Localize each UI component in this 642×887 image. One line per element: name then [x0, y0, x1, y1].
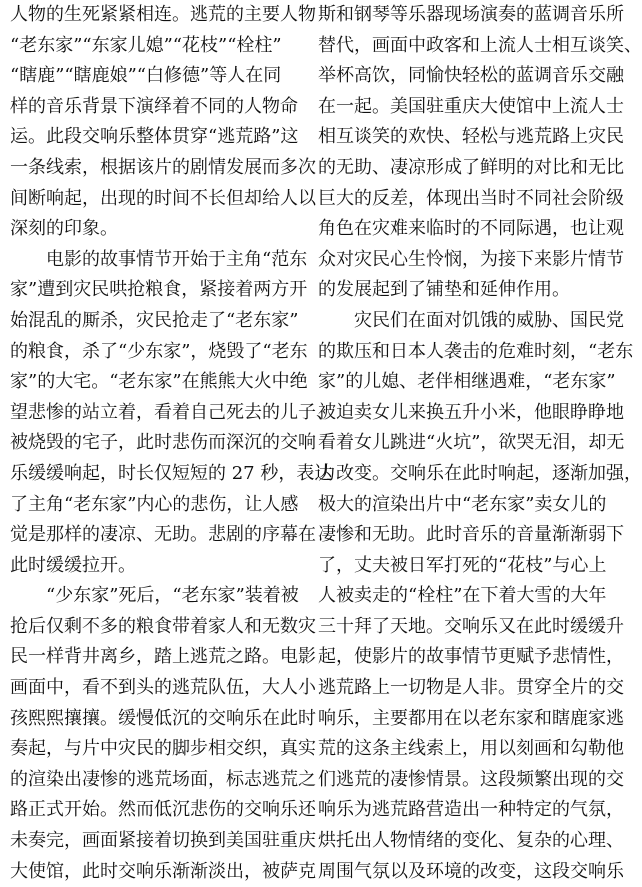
text-line: 被迫卖女儿来换五升小米，他眼睁睁地 — [318, 401, 624, 423]
text-line: 了主角“老东家”内心的悲伤，让人感 — [10, 493, 299, 515]
text-line: 相互谈笑的欢快、轻松与逃荒路上灾民 — [318, 126, 624, 148]
text-line: 众对灾民心生怜悯，为接下来影片情节 — [318, 248, 624, 270]
text-line: 三十拜了天地。交响乐又在此时缓缓升 — [318, 615, 624, 637]
text-line: 力改变。交响乐在此时响起，逐渐加强， — [318, 462, 642, 484]
paragraph-start-line: “少东家”死后，“老东家”装着被 — [46, 585, 299, 607]
text-line: 看着女儿跳进“火坑”，欲哭无泪，却无 — [318, 432, 625, 454]
paragraph-start-line: 灾民们在面对饥饿的威胁、国民党 — [354, 309, 624, 331]
text-line: 觉是那样的凄凉、无助。悲剧的序幕在 — [10, 524, 316, 546]
text-line: 逃荒路上一切物是人非。贯穿全片的交 — [318, 677, 624, 699]
text-line: 的发展起到了铺垫和延伸作用。 — [318, 279, 570, 301]
text-line: 画面中，看不到头的逃荒队伍，大人小 — [10, 677, 316, 699]
text-line: 举杯高饮，同愉快轻松的蓝调音乐交融 — [318, 65, 624, 87]
text-line: 被烧毁的宅子，此时悲伤而深沉的交响 — [10, 432, 316, 454]
text-line: 一条线索，根据该片的剧情发展而多次 — [10, 156, 316, 178]
paragraph-start-line: 电影的故事情节开始于主角“范东 — [46, 248, 308, 270]
text-line: 的粮食，杀了“少东家”，烧毁了“老东 — [10, 340, 308, 362]
text-line: 样的音乐背景下演绎着不同的人物命 — [10, 95, 298, 117]
text-line: 极大的渲染出片中“老东家”卖女儿的 — [318, 493, 607, 515]
text-line: 了，丈夫被日军打死的“花枝”与心上 — [318, 554, 607, 576]
text-line: 运。此段交响乐整体贯穿“逃荒路”这 — [10, 126, 299, 148]
text-line: 周围气氛以及环境的改变，这段交响乐 — [318, 860, 624, 882]
text-line: 响乐，主要都用在以老东家和瞎鹿家逃 — [318, 707, 624, 729]
text-line: 荒的这条主线索上，用以刻画和勾勒他 — [318, 738, 624, 760]
text-line: 大使馆，此时交响乐渐渐淡出，被萨克 — [10, 860, 316, 882]
text-line: 奏起，与片中灾民的脚步相交织，真实 — [10, 738, 316, 760]
text-line: 的欺压和日本人袭击的危难时刻，“老东 — [318, 340, 634, 362]
text-line: 路正式开始。然而低沉悲伤的交响乐还 — [10, 799, 316, 821]
text-line: 家”遭到灾民哄抢粮食，紧接着两方开 — [10, 279, 308, 301]
text-line: 人被卖走的“栓柱”在下着大雪的大年 — [318, 585, 607, 607]
text-line: 望悲惨的站立着，看着自己死去的儿子、 — [10, 401, 334, 423]
text-line: 抢后仅剩不多的粮食带着家人和无数灾 — [10, 615, 316, 637]
text-line: 始混乱的厮杀，灾民抢走了“老东家” — [10, 309, 299, 331]
text-line: 此时缓缓拉开。 — [10, 554, 136, 576]
text-line: 替代，画面中政客和上流人士相互谈笑、 — [318, 34, 642, 56]
text-line: 角色在灾难来临时的不同际遇，也让观 — [318, 218, 624, 240]
text-line: 凄惨和无助。此时音乐的音量渐渐弱下 — [318, 524, 624, 546]
text-line: 人物的生死紧紧相连。逃荒的主要人物 — [10, 4, 316, 25]
text-line: 民一样背井离乡，踏上逃荒之路。电影 — [10, 646, 316, 668]
left-column — [10, 0, 334, 887]
text-line: 乐缓缓响起，时长仅短短的 27 秒，表达 — [10, 462, 333, 484]
text-line: 家”的大宅。“老东家”在熊熊大火中绝 — [10, 371, 308, 393]
text-line: 深刻的印象。 — [10, 218, 118, 240]
text-line: 孩熙熙攘攘。缓慢低沉的交响乐在此时 — [10, 707, 316, 729]
text-line: 烘托出人物情绪的变化、复杂的心理、 — [318, 830, 624, 852]
text-line: 巨大的反差，体现出当时不同社会阶级 — [318, 187, 624, 209]
text-line: 间断响起，出现的时间不长但却给人以 — [10, 187, 316, 209]
text-line: “老东家”“东家儿媳”“花枝”“栓柱” — [10, 34, 282, 56]
text-line: 在一起。美国驻重庆大使馆中上流人士 — [318, 95, 624, 117]
text-line: 的无助、凄凉形成了鲜明的对比和无比 — [318, 156, 624, 178]
text-line: 响乐为逃荒路营造出一种特定的气氛， — [318, 799, 624, 821]
text-line: 的渲染出凄惨的逃荒场面，标志逃荒之 — [10, 768, 316, 790]
text-line: 们逃荒的凄惨情景。这段频繁出现的交 — [318, 768, 624, 790]
right-column — [318, 0, 642, 887]
text-line: 未奏完，画面紧接着切换到美国驻重庆 — [10, 830, 316, 852]
text-line: 家”的儿媳、老伴相继遇难，“老东家” — [318, 371, 616, 393]
text-line: “瞎鹿”“瞎鹿娘”“白修德”等人在同 — [10, 65, 282, 87]
text-line: 起，使影片的故事情节更赋予悲情性， — [318, 646, 624, 668]
text-line: 斯和钢琴等乐器现场演奏的蓝调音乐所 — [318, 4, 624, 25]
